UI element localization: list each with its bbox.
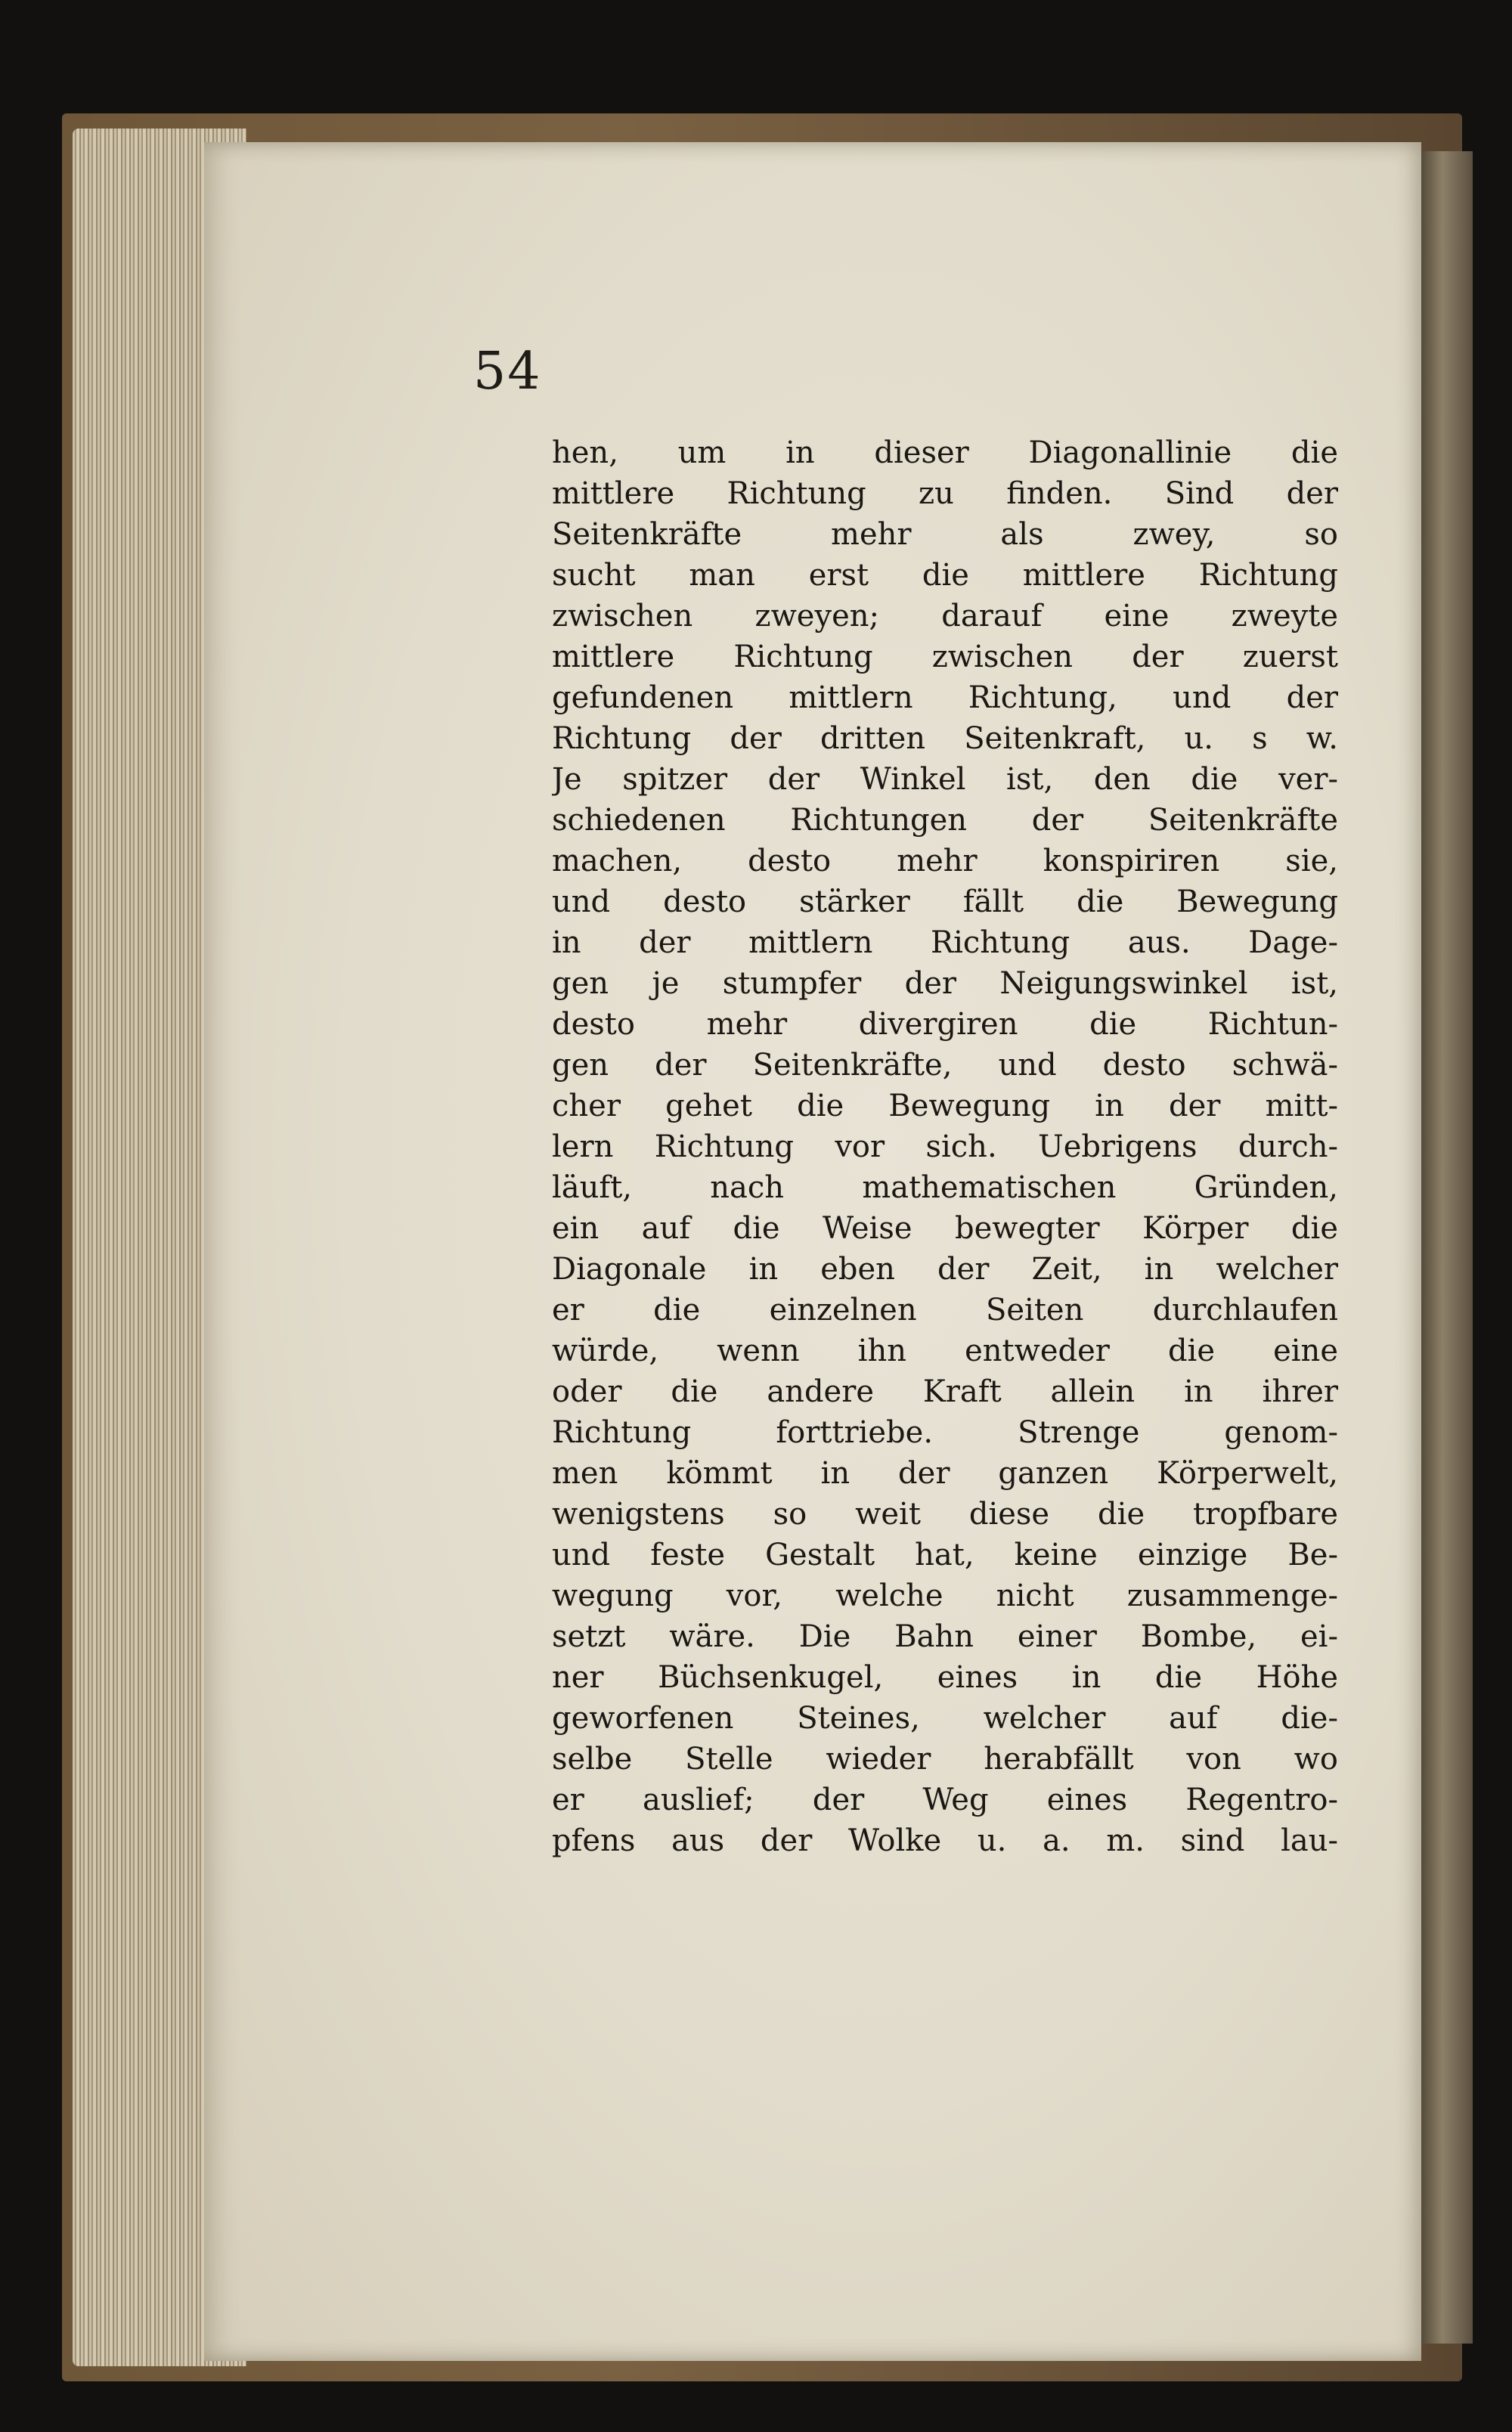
text-line: oder die andere Kraft allein in ihrer (552, 1374, 1338, 1409)
text-line: zwischen zweyen; darauf eine zweyte (552, 599, 1338, 634)
text-line: desto mehr divergiren die Richtun- (552, 1007, 1338, 1042)
text-line: hen, um in dieser Diagonallinie die (552, 435, 1338, 470)
text-line: machen, desto mehr konspiriren sie, (552, 844, 1338, 878)
text-line: in der mittlern Richtung aus. Dage- (552, 925, 1338, 960)
text-line: wegung vor, welche nicht zusammenge- (552, 1578, 1338, 1613)
page-number: 54 (473, 342, 542, 401)
text-line: gen je stumpfer der Neigungswinkel ist, (552, 966, 1338, 1001)
text-line: gen der Seitenkräfte, und desto schwä- (552, 1048, 1338, 1083)
text-line: men kömmt in der ganzen Körperwelt, (552, 1456, 1338, 1491)
text-line: er auslief; der Weg eines Regentro- (552, 1783, 1338, 1817)
text-line: pfens aus der Wolke u. a. m. sind lau- (552, 1823, 1338, 1858)
text-line: Seitenkräfte mehr als zwey, so (552, 517, 1338, 552)
text-line: und desto stärker fällt die Bewegung (552, 885, 1338, 919)
text-line: ein auf die Weise bewegter Körper die (552, 1211, 1338, 1246)
text-line: Diagonale in eben der Zeit, in welcher (552, 1252, 1338, 1287)
text-line: Je spitzer der Winkel ist, den die ver- (552, 762, 1338, 797)
text-line: cher gehet die Bewegung in der mitt- (552, 1089, 1338, 1123)
text-line: und feste Gestalt hat, keine einzige Be- (552, 1538, 1338, 1572)
text-line: läuft, nach mathematischen Gründen, (552, 1170, 1338, 1205)
text-line: selbe Stelle wieder herabfällt von wo (552, 1742, 1338, 1777)
text-line: sucht man erst die mittlere Richtung (552, 558, 1338, 593)
body-text (552, 432, 1338, 1861)
text-line: lern Richtung vor sich. Uebrigens durch- (552, 1129, 1338, 1164)
text-line: er die einzelnen Seiten durchlaufen (552, 1293, 1338, 1328)
text-line: schiedenen Richtungen der Seitenkräfte (552, 803, 1338, 838)
text-line: mittlere Richtung zu finden. Sind der (552, 476, 1338, 511)
text-line: Richtung der dritten Seitenkraft, u. s w. (552, 721, 1338, 756)
text-line: setzt wäre. Die Bahn einer Bombe, ei- (552, 1619, 1338, 1654)
text-line: wenigstens so weit diese die tropfbare (552, 1497, 1338, 1532)
text-line: gefundenen mittlern Richtung, und der (552, 680, 1338, 715)
text-line: würde, wenn ihn entweder die eine (552, 1334, 1338, 1368)
text-line: mittlere Richtung zwischen der zuerst (552, 640, 1338, 674)
text-line: Richtung forttriebe. Strenge genom- (552, 1415, 1338, 1450)
book-gutter (1412, 151, 1473, 2344)
text-line: geworfenen Steines, welcher auf die- (552, 1701, 1338, 1736)
text-line: ner Büchsenkugel, eines in die Höhe (552, 1660, 1338, 1695)
